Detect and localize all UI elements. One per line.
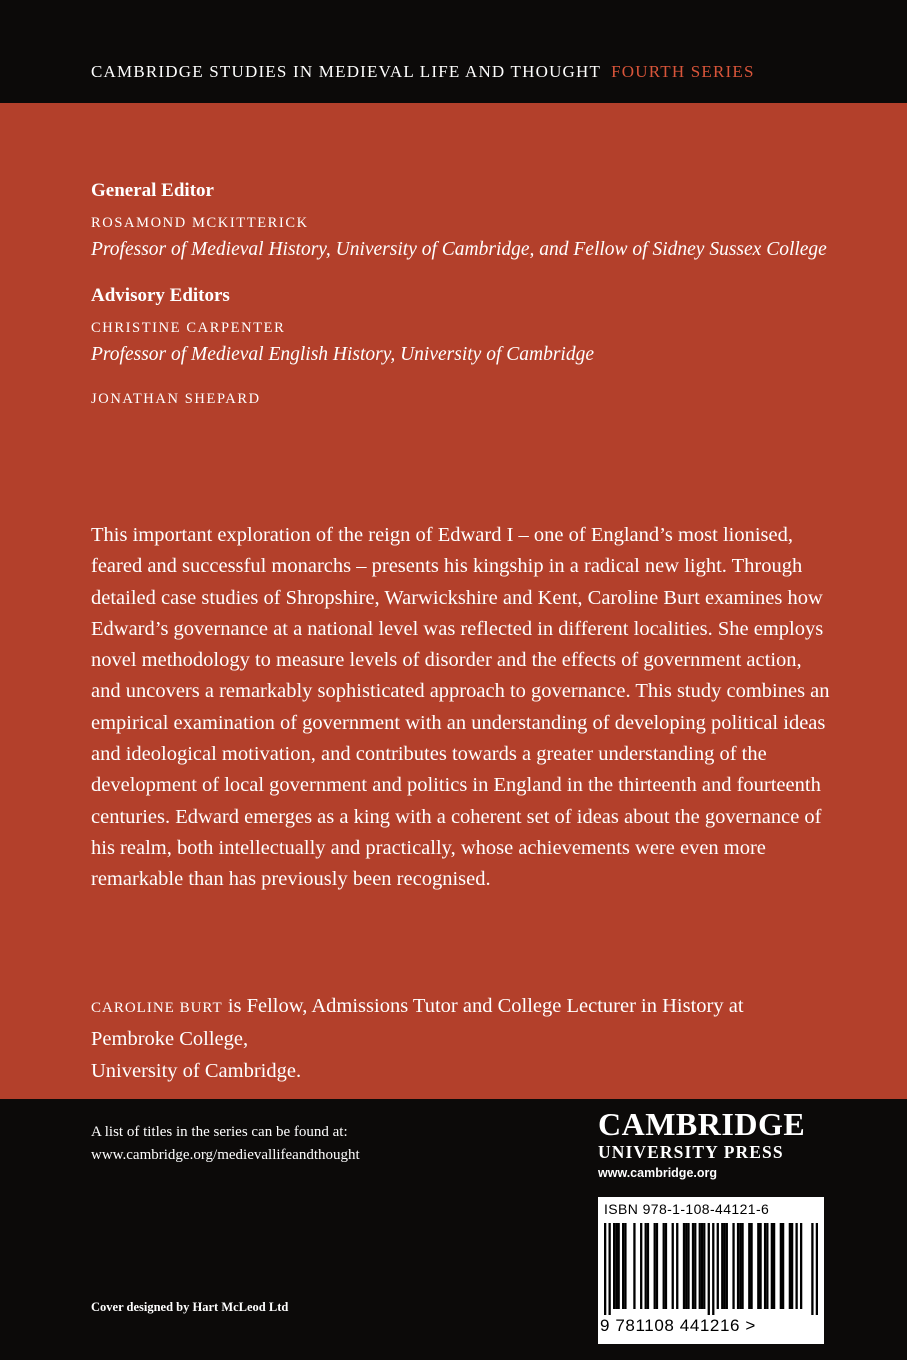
barcode-bar: [789, 1223, 791, 1309]
editors-section: [91, 178, 851, 410]
isbn-barcode: [598, 1197, 824, 1344]
barcode-bar: [739, 1223, 741, 1309]
barcode-bar: [750, 1223, 752, 1309]
barcode-bar: [757, 1223, 759, 1309]
barcode-bar: [647, 1223, 649, 1309]
barcode-bar: [609, 1223, 611, 1315]
general-editor-role: Professor of Medieval History, University of Cambridge, and Fellow of Sidney Sussex College: [91, 239, 827, 260]
barcode-bar: [737, 1223, 739, 1309]
barcode-bar: [811, 1223, 813, 1315]
top-series-bar: [0, 0, 907, 103]
barcode-bar: [816, 1223, 818, 1315]
barcode-bar: [604, 1223, 606, 1315]
barcode-bar: [640, 1223, 642, 1309]
barcode-bar: [692, 1223, 694, 1309]
advisory-editors-heading: Advisory Editors: [91, 285, 230, 306]
cover-credit: Cover designed by Hart McLeod Ltd: [91, 1300, 289, 1314]
barcode-bar: [701, 1223, 703, 1309]
publisher-logo: [598, 1106, 833, 1184]
series-list-url[interactable]: www.cambridge.org/medievallifeandthought: [91, 1147, 360, 1163]
barcode-digits: 9 781108 441216 >: [600, 1316, 756, 1335]
series-title: [91, 62, 755, 82]
barcode-bar: [766, 1223, 768, 1309]
advisory-editor-name: JONATHAN SHEPARD: [91, 391, 261, 407]
advisory-editor-role: Professor of Medieval English History, University of Cambridge: [91, 344, 594, 365]
series-edition: FOURTH SERIES: [611, 62, 755, 81]
barcode-bar: [759, 1223, 761, 1309]
author-bio: [91, 991, 833, 1087]
barcode-bar: [618, 1223, 620, 1309]
series-list-text: A list of titles in the series can be found at:: [91, 1124, 348, 1140]
barcode-bar: [687, 1223, 689, 1309]
barcode-bar: [712, 1223, 714, 1315]
publisher-subname: UNIVERSITY PRESS: [598, 1142, 784, 1162]
publisher-url[interactable]: www.cambridge.org: [598, 1166, 718, 1180]
barcode-bar: [633, 1223, 635, 1309]
series-list-note: [91, 1121, 360, 1167]
barcode-bar: [800, 1223, 802, 1309]
author-name: CAROLINE BURT: [91, 1000, 223, 1016]
barcode-bar: [741, 1223, 743, 1309]
barcode-bar: [672, 1223, 674, 1309]
barcode-bar: [624, 1223, 626, 1309]
barcode-bar: [773, 1223, 775, 1309]
general-editor-name: ROSAMOND MCKITTERICK: [91, 215, 309, 231]
barcode-bar: [723, 1223, 725, 1309]
barcode-bar: [703, 1223, 705, 1309]
author-bio-line: University of Cambridge.: [91, 1059, 302, 1082]
barcode-bar: [676, 1223, 678, 1309]
barcode-bar: [764, 1223, 766, 1309]
barcode-bar: [748, 1223, 750, 1309]
barcode-icon: [604, 1223, 818, 1315]
barcode-bar: [791, 1223, 793, 1309]
barcode-bar: [771, 1223, 773, 1309]
isbn-label: ISBN 978-1-108-44121-6: [604, 1201, 770, 1217]
barcode-bar: [656, 1223, 658, 1309]
publisher-name: CAMBRIDGE: [598, 1106, 806, 1142]
barcode-bar: [732, 1223, 734, 1309]
barcode-bar: [645, 1223, 647, 1309]
barcode-bar: [726, 1223, 728, 1309]
author-bio-line: is Fellow, Admissions Tutor and College Lecturer in History at: [222, 995, 744, 1017]
barcode-bar: [782, 1223, 784, 1309]
book-description: This important exploration of the reign of Edward I – one of England’s most lionised, feared and successful monarchs – presents his kingship in a radical new light. Through detailed case studies of Shropshire, Warwickshire and Kent, Caroline Burt examines how Edward’s governance at a national level was reflected in different localities. She employs novel methodology to measure levels of disorder and the effects of government action, and uncovers a remarkably sophisticated approach to governance. This study combines an empirical examination of government with an understanding of developing political ideas and ideological motivation, and contributes towards a greater understanding of the development of local government and politics in England in the thirteenth and fourteenth centuries. Edward emerges as a king with a coherent set of ideas about the governance of his realm, both intellectually and practically, whose achievements were even more remarkable than has previously been recognised.: [91, 524, 830, 891]
barcode-bar: [615, 1223, 617, 1309]
barcode-bar: [613, 1223, 615, 1309]
barcode-bar: [708, 1223, 710, 1315]
barcode-bar: [780, 1223, 782, 1309]
barcode-bar: [685, 1223, 687, 1309]
author-bio-line: Pembroke College,: [91, 1028, 249, 1051]
barcode-bar: [717, 1223, 719, 1309]
general-editor-heading: General Editor: [91, 180, 214, 201]
barcode-bar: [622, 1223, 624, 1309]
barcode-bar: [665, 1223, 667, 1309]
advisory-editor-name: CHRISTINE CARPENTER: [91, 320, 286, 336]
barcode-bar: [663, 1223, 665, 1309]
series-name: CAMBRIDGE STUDIES IN MEDIEVAL LIFE AND THOUGHT: [91, 62, 602, 81]
barcode-bar: [694, 1223, 696, 1309]
barcode-bar: [721, 1223, 723, 1309]
barcode-bar: [654, 1223, 656, 1309]
barcode-bar: [699, 1223, 701, 1309]
barcode-bar: [683, 1223, 685, 1309]
barcode-bar: [795, 1223, 797, 1309]
